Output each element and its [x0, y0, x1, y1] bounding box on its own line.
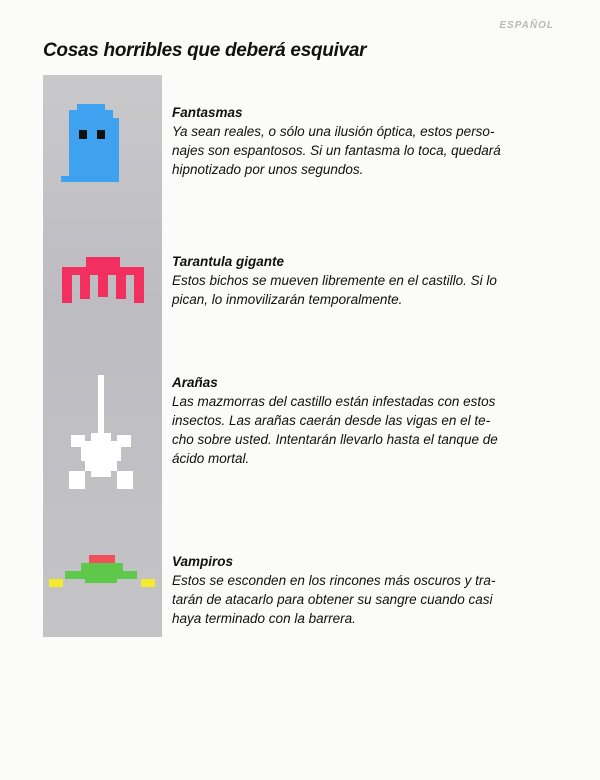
- ghost-left-eye: [79, 130, 87, 139]
- entry-aranas: [172, 374, 552, 468]
- entry-title: Arañas: [172, 375, 218, 390]
- entry-title: Fantasmas: [172, 105, 243, 120]
- spider-icon: [67, 375, 137, 495]
- entry-line: cho sobre usted. Intentarán llevarlo hasta el tanque de: [172, 432, 498, 447]
- entry-line: pican, lo inmovilizarán temporalmente.: [172, 292, 403, 307]
- entry-line: insectos. Las arañas caerán desde las vigas en el te-: [172, 413, 491, 428]
- entry-line: hipnotizado por unos segundos.: [172, 162, 364, 177]
- entry-line: tarán de atacarlo para obtener su sangre cuando casi: [172, 592, 493, 607]
- ghost-right-eye: [97, 130, 105, 139]
- entry-line: Estos bichos se mueven libremente en el castillo. Si lo: [172, 273, 497, 288]
- entry-line: Ya sean reales, o sólo una ilusión óptica, estos perso-: [172, 124, 495, 139]
- entry-line: haya terminado con la barrera.: [172, 611, 356, 626]
- entry-title: Vampiros: [172, 554, 234, 569]
- page-title: Cosas horribles que deberá esquivar: [43, 40, 367, 61]
- entry-line: Estos se esconden en los rincones más oscuros y tra-: [172, 573, 496, 588]
- tarantula-icon: [58, 255, 148, 305]
- entry-line: najes son espantosos. Si un fantasma lo toca, quedará: [172, 143, 501, 158]
- sprite-strip: [43, 75, 162, 637]
- vampire-icon: [45, 555, 160, 595]
- language-label: ESPAÑOL: [499, 20, 554, 31]
- ghost-icon: [61, 104, 121, 188]
- entry-line: Las mazmorras del castillo están infestadas con estos: [172, 394, 496, 409]
- entry-fantasmas: [172, 104, 552, 179]
- entry-tarantula: [172, 253, 552, 309]
- entry-title: Tarantula gigante: [172, 254, 285, 269]
- vampire-body: [65, 563, 137, 583]
- vampire-head: [89, 555, 115, 563]
- entry-vampiros: [172, 553, 552, 628]
- entry-line: ácido mortal.: [172, 451, 250, 466]
